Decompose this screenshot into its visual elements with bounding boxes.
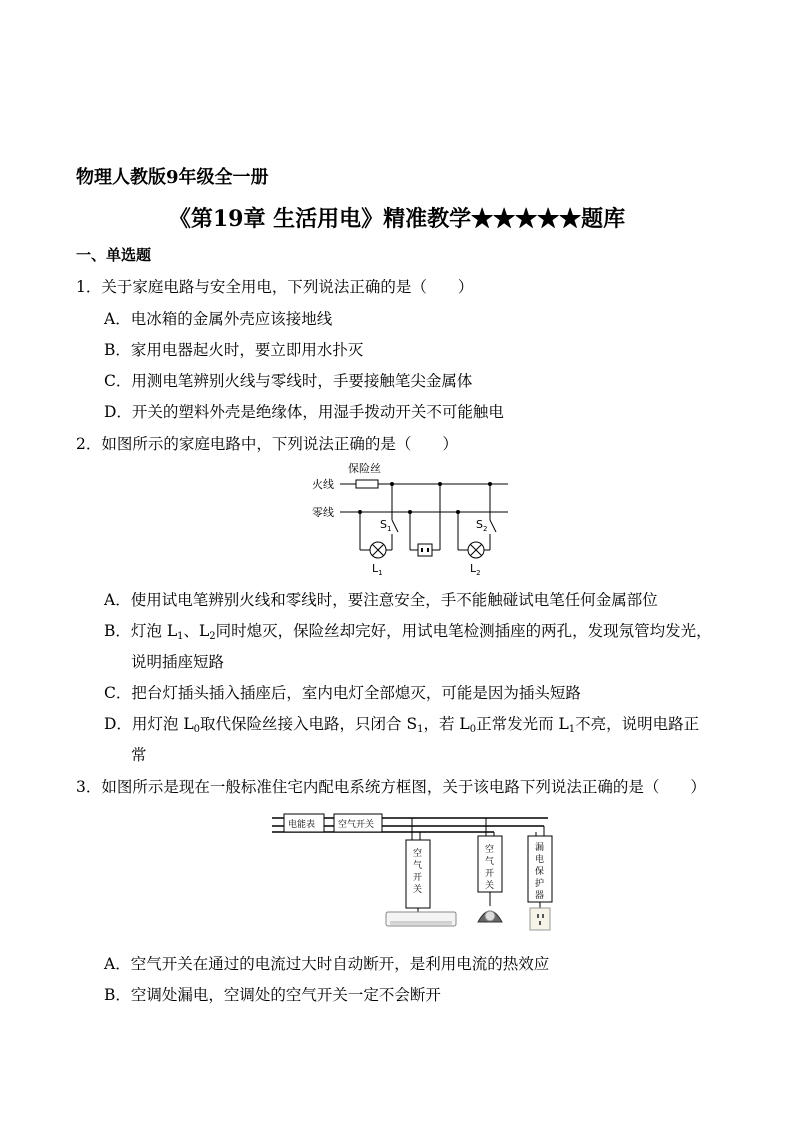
l1-label: L: [372, 562, 379, 575]
svg-text:关: 关: [485, 881, 495, 891]
question-1-option-a: A．电冰箱的金属外壳应该接地线: [104, 310, 333, 328]
question-3-option-b: B．空调处漏电，空调处的空气开关一定不会断开: [104, 986, 441, 1004]
socket: [410, 484, 440, 556]
svg-text:保: 保: [535, 867, 545, 877]
l2-label: L: [470, 562, 477, 575]
live-wire-label: 火线: [312, 478, 334, 491]
svg-text:开: 开: [413, 873, 423, 883]
svg-text:漏: 漏: [535, 843, 545, 853]
question-3-option-a: A．空气开关在通过的电流过大时自动断开，是利用电流的热效应: [104, 955, 550, 973]
question-2-option-d-continued: 常: [131, 746, 147, 764]
question-2-option-b: B．灯泡 $L_1$、$L_2$同时熄灭，保险丝却完好，用试电笔检测插座的两孔，发现氖管均发光，: [104, 622, 712, 642]
question-2-option-a: A．使用试电笔辨别火线和零线时，要注意安全，手不能触碰试电笔任何金属部位: [104, 591, 658, 609]
question-2-option-d: D．用灯泡 $L_0$取代保险丝接入电路，只闭合 $S_1$，若 $L_0$正常发光而 $L_1$不亮，说明电路正: [104, 715, 700, 735]
svg-text:关: 关: [413, 885, 423, 895]
svg-text:开: 开: [485, 869, 495, 879]
document-title: 《第19章 生活用电》精准教学★★★★★题库: [168, 206, 626, 232]
neutral-wire-label: 零线: [312, 506, 334, 519]
svg-text:气: 气: [413, 861, 423, 871]
svg-text:L2: $L_2$: [470, 562, 481, 577]
question-1-stem: 1．关于家庭电路与安全用电，下列说法正确的是（ ）: [76, 278, 474, 296]
s2-label: S: [476, 518, 483, 531]
svg-text:气: 气: [485, 857, 495, 867]
question-2-option-b-continued: 说明插座短路: [131, 653, 225, 671]
switch-s2: [490, 520, 496, 532]
document-subtitle: 物理人教版9年级全一册: [76, 167, 269, 188]
question-2-option-c: C．把台灯插头插入插座后，室内电灯全部熄灭，可能是因为插头短路: [104, 684, 581, 702]
question-3-distribution-figure: [268, 806, 558, 936]
question-2-stem: 2．如图所示的家庭电路中，下列说法正确的是（ ）: [76, 435, 458, 453]
svg-text:S1: $S_1$: [380, 518, 392, 533]
question-1-option-d: D．开关的塑料外壳是绝缘体，用湿手拨动开关不可能触电: [104, 403, 504, 421]
question-2-circuit-figure: [308, 460, 518, 580]
svg-text:器: 器: [535, 891, 545, 901]
air-conditioner: [386, 912, 456, 926]
wall-socket: [530, 908, 550, 930]
svg-text:空: 空: [485, 845, 495, 855]
question-1-option-b: B．家用电器起火时，要立即用水扑灭: [104, 341, 364, 359]
question-1-option-c: C．用测电笔辨别火线与零线时，手要接触笔尖金属体: [104, 372, 473, 390]
s1-label: S: [380, 518, 387, 531]
svg-text:空: 空: [413, 849, 423, 859]
fuse-label: 保险丝: [348, 462, 381, 475]
svg-text:S2: $S_2$: [476, 518, 488, 533]
switch-s1: [392, 520, 398, 532]
main-air-switch-label: 空气开关: [338, 820, 375, 830]
pendant-lamp: [478, 911, 502, 922]
svg-text:L1: $L_1$: [372, 562, 383, 577]
svg-text:护: 护: [535, 879, 545, 889]
svg-text:电: 电: [535, 855, 545, 865]
meter-label: 电能表: [288, 820, 316, 830]
question-3-stem: 3．如图所示是现在一般标准住宅内配电系统方框图，关于该电路下列说法正确的是（ ）: [76, 778, 706, 796]
branch-lamp-1: [360, 484, 398, 558]
section-heading: 一、单选题: [76, 246, 152, 264]
fuse: [356, 480, 378, 488]
